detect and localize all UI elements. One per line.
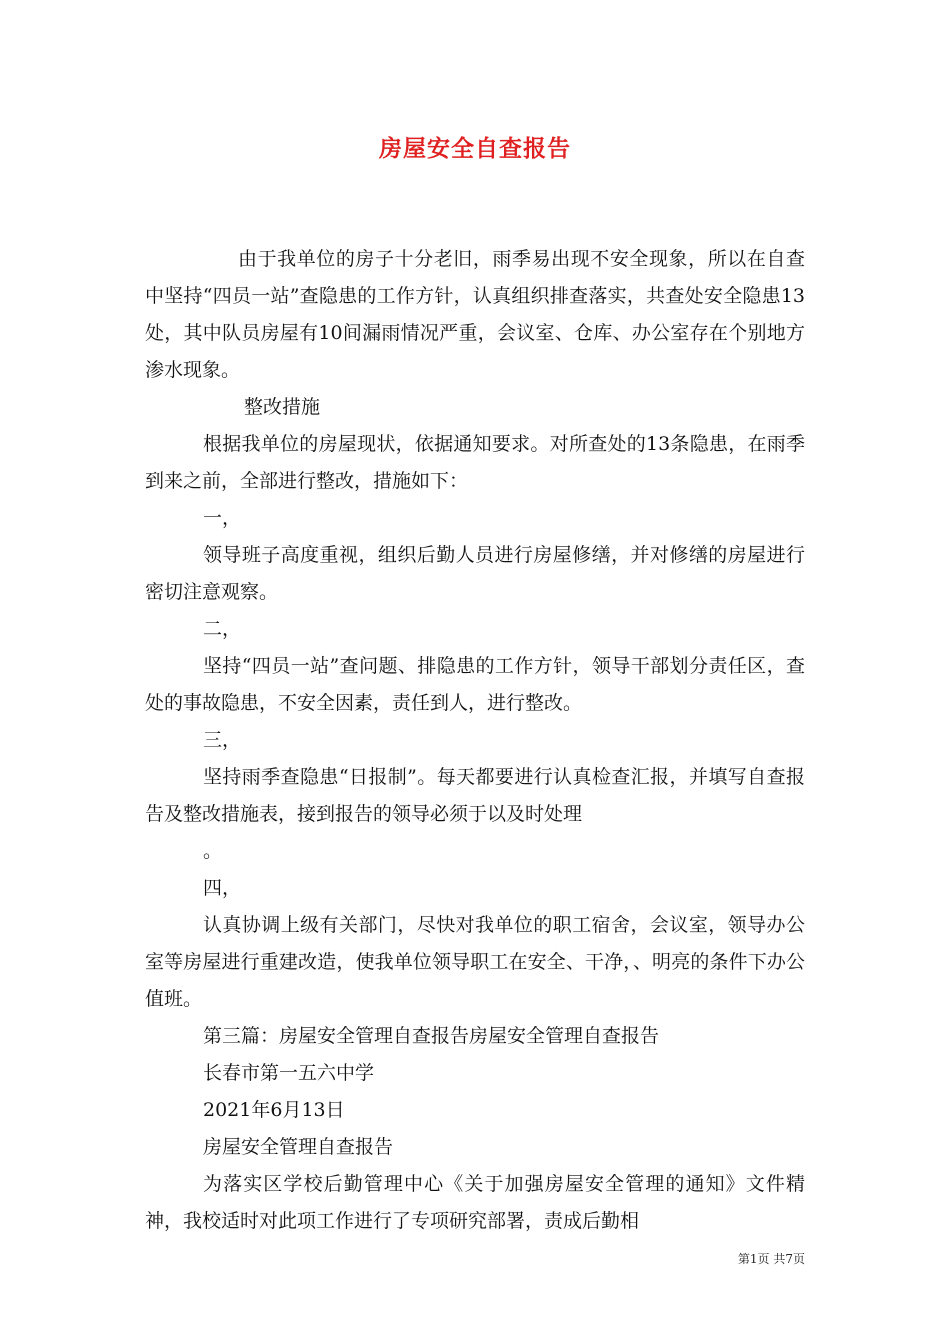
page-footer: 第1页 共7页 [737,1252,805,1266]
paragraph-measures-intro: 根据我单位的房屋现状，依据通知要求。对所查处的13条隐患，在雨季到来之前，全部进行整改，措施如下： [145,433,805,492]
paragraph-implementation: 为落实区学校后勤管理中心《关于加强房屋安全管理的通知》文件精神，我校适时对此项工作进行了专项研究部署，责成后勤相 [145,1173,805,1232]
paragraph-intro: 由于我单位的房子十分老旧，雨季易出现不安全现象，所以在自查中坚持“四员一站”查隐患的工作方针，认真组织排查落实，共查处安全隐患13处，其中队员房屋有10间漏雨情况严重，会议室、仓库、办公室存在个别地方渗水现象。 [145,248,805,381]
report-subtitle: 房屋安全管理自查报告 [203,1136,394,1158]
item-text-1: 领导班子高度重视，组织后勤人员进行房屋修缮，并对修缮的房屋进行密切注意观察。 [145,544,805,603]
school-name: 长春市第一五六中学 [203,1062,375,1084]
item-number-1: 一， [203,507,242,529]
item-text-2: 坚持“四员一站”查问题、排隐患的工作方针，领导干部划分责任区，查处的事故隐患，不安全因素，责任到人，进行整改。 [145,655,805,714]
item-number-3: 三， [203,729,242,751]
item-number-4: 四， [203,877,242,899]
report-date: 2021年6月13日 [203,1099,345,1121]
item-number-2: 二， [203,618,242,640]
item-text-3: 坚持雨季查隐患“日报制”。每天都要进行认真检查汇报，并填写自查报告及整改措施表，接到报告的领导必须于以及时处理 [145,766,805,825]
item-text-4: 认真协调上级有关部门，尽快对我单位的职工宿舍，会议室，领导办公室等房屋进行重建改造，使我单位领导职工在安全、干净，、明亮的条件下办公值班。 [145,914,805,1010]
section-title-third: 第三篇：房屋安全管理自查报告房屋安全管理自查报告 [203,1025,660,1047]
section-heading-rectification: 整改措施 [244,396,321,418]
document-body [145,241,805,1240]
document-title: 房屋安全自查报告 [379,135,571,162]
item-text-3-end: 。 [203,840,223,862]
